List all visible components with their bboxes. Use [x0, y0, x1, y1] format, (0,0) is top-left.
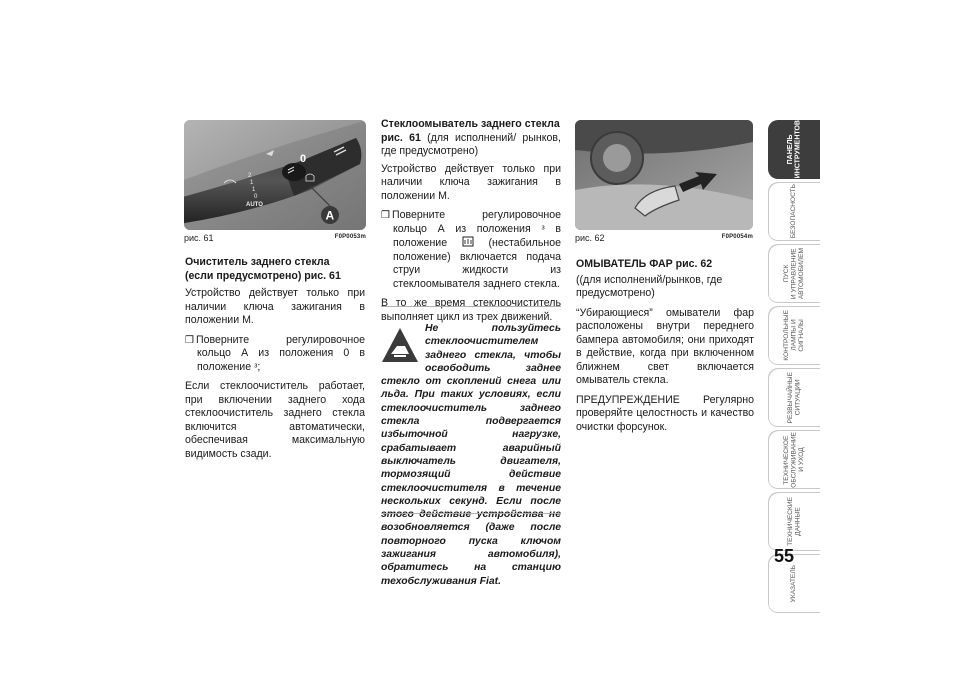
figure-61-caption-row [184, 233, 366, 243]
checkbox-bullet-icon: ❒ [185, 334, 194, 346]
figure-61-code: F0P0053m [334, 234, 366, 240]
rear-washer-para1: Устройство действует только при наличии ключа зажигания в положении М. [381, 162, 561, 202]
headlamp-washer-heading: ОМЫВАТЕЛЬ ФАР рис. 62 [576, 258, 713, 270]
rear-wiper-para2: Если стеклоочиститель работает, при включении заднего хода стеклоочиститель заднего стекла включится автоматически, обеспечивая максимальную видимость сзади. [185, 380, 365, 460]
headlamp-washer-para3: ПРЕДУПРЕЖДЕНИЕ Регулярно проверяйте целостность и качество очистки форсунок. [576, 393, 754, 433]
checkbox-bullet-icon: ❒ [381, 210, 390, 221]
warning-block [381, 322, 561, 588]
speed-mark-2: 2 [248, 173, 252, 179]
tab-instrument-panel[interactable]: ПАНЕЛЬ ИНСТРУМЕНТОВ [768, 120, 820, 179]
zero-mark: 0 [300, 153, 307, 165]
warning-text: Не пользуйтесь стеклоочистителем заднего стекла, чтобы освободить заднее стекло от скоплений снега или льда. При таких условиях, если стеклоочиститель заднего стекла подвергается избыточной нагрузке, срабатывает аварийный выключатель двигателя, тормозящий действие стеклоочистителя в течение нескольких секунд. Если после этого действие устройства не возобновляется (даже после повторного пуска ключом зажигания автомобиля), обратитесь на станцию техобслуживания Fiat. [381, 323, 561, 587]
figure-61-photo [184, 120, 366, 230]
rear-washer-para2: В то же время стеклоочиститель выполняет цикл из трех движений. [381, 297, 561, 323]
rear-wiper-heading: Очиститель заднего стекла (если предусмотрено) рис. 61 [185, 256, 341, 282]
tab-warning-lights[interactable]: КОНТРОЛЬНЫЕ ЛАМПЫ И СИГНАЛЫ [768, 306, 820, 365]
rear-wiper-section [185, 256, 365, 467]
figure-62-code: F0P0054m [721, 234, 753, 240]
page-number: 55 [774, 546, 795, 566]
tab-maintenance[interactable]: ТЕХНИЧЕСКОЕ ОБСЛУЖИВАНИЕ И УХОД [768, 430, 820, 489]
tab-emergencies[interactable]: РЕЗВЫЧАЙНЫЕ СИТУАЦИИ [768, 368, 820, 427]
rear-washer-icon [462, 236, 474, 247]
rear-washer-step: ❒ Поверните регулировочное кольцо А из положения ᵌ в положение (нестабильное положение) включается подача струи жидкости из стеклоомывателя заднего стекла. [381, 209, 561, 290]
headlamp-washer-section [576, 258, 754, 440]
speed-mark-1b: 1 [252, 187, 256, 193]
speed-mark-1: 1 [250, 180, 254, 186]
figure-61-caption: рис. 61 [184, 233, 214, 243]
wiper-stalk-illustration [184, 120, 366, 230]
figure-62-caption-row [575, 233, 753, 243]
figure-62-caption: рис. 62 [575, 233, 605, 243]
figure-62-photo [575, 120, 753, 230]
speed-mark-0: 0 [254, 194, 258, 200]
headlamp-washer-illustration [575, 120, 753, 230]
warning-bottom-divider [381, 513, 561, 514]
tab-index[interactable]: УКАЗАТЕЛЬ [768, 554, 820, 613]
tab-technical-data[interactable]: ТЕХНИЧЕСКИЕ ДАННЫЕ [768, 492, 820, 551]
tab-starting-driving[interactable]: ПУСК И УПРАВЛЕНИЕ АВТОМОБИЛЕМ [768, 244, 820, 303]
warning-triangle-icon [381, 326, 419, 366]
callout-a: A [325, 208, 335, 223]
headlamp-washer-para2: “Убирающиеся” омыватели фар расположены внутри переднего бампера автомобиля; они приходят в действие, когда при включенном ближнем свет включается омыватель стекла. [576, 306, 754, 386]
auto-mark: AUTO [246, 202, 263, 208]
headlamp-washer-para1: ((для исполнений/рынков, где предусмотрено) [576, 273, 723, 299]
rear-washer-section [381, 118, 561, 330]
section-tabs [768, 120, 820, 616]
rear-wiper-para1: Устройство действует только при наличии ключа зажигания в положении М. [185, 287, 365, 326]
rear-washer-heading: Стеклоомыватель заднего стекла рис. 61 (для исполнений/ рынков, где предусмотрено) [381, 118, 561, 157]
rear-wiper-step: ❒ Поверните регулировочное кольцо А из положения 0 в положение ᵌ; [185, 333, 365, 373]
tab-safety[interactable]: БЕЗОПАСНОСТЬ [768, 182, 820, 241]
warning-top-divider [381, 306, 561, 307]
